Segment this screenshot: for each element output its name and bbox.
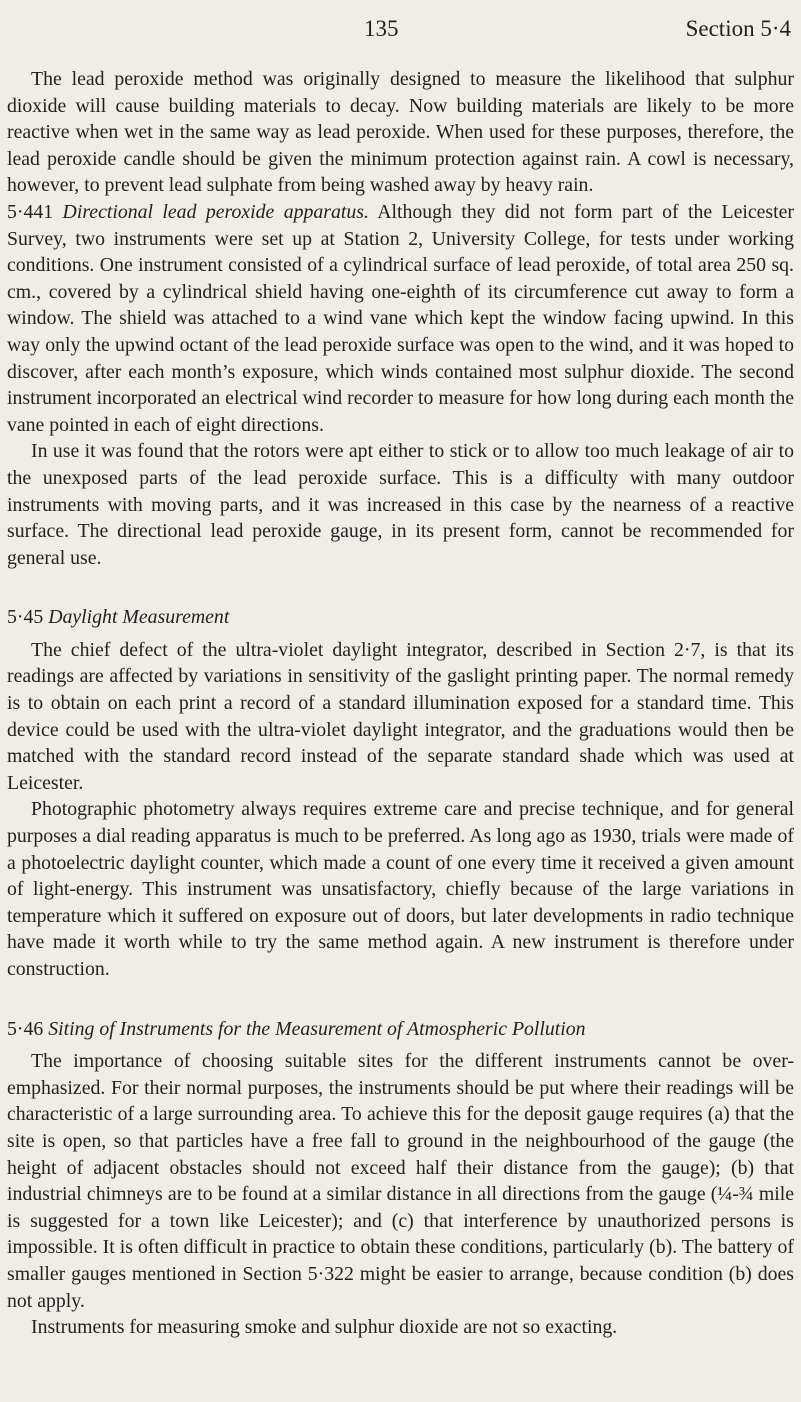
section-number: 5·45	[7, 606, 44, 629]
subsection-text: Although they did not form part of the Leicester Survey, two instruments were set up at Station 2, University College, for tests under working conditions. One instrument consisted of a cylindrical surface of lead peroxide, of total area 250 sq. cm., covered by a cylindrical shield having one-eighth of its circumference cut away to form a window. The shield was attached to a wind vane which kept the window facing upwind. In this way only the upwind octant of the lead peroxide surface was open to the wind, and it was hoped to discover, after each month’s exposure, which winds contained most sulphur dioxide. The second instrument incorporated an electrical wind recorder to measure for how long during each month the vane pointed in each of eight directions.	[7, 200, 794, 436]
paragraph-directional-apparatus	[7, 199, 794, 438]
page-body	[7, 66, 794, 1341]
paragraph-rotors: In use it was found that the rotors were apt either to stick or to allow too much leakage of air to the unexposed parts of the lead peroxide surface. This is a difficulty with many outdoor instruments with moving parts, and it was increased in this case by the nearness of a reactive surface. The directional lead peroxide gauge, in its present form, cannot be recommended for general use.	[7, 440, 794, 569]
paragraph-lead-peroxide-method: The lead peroxide method was originally designed to measure the likelihood that sulphur dioxide will cause building materials to decay. Now building materials are likely to be more reactive when wet in the same way as lead peroxide. When used for these purposes, therefore, the lead peroxide candle should be given the minimum protection against rain. A cowl is necessary, however, to prevent lead sulphate from being washed away by heavy rain.	[7, 68, 794, 197]
section-heading-siting	[7, 1016, 794, 1043]
section-title: Daylight Measurement	[48, 606, 230, 629]
subsection-number: 5·441	[7, 200, 54, 223]
page-header	[0, 16, 801, 48]
section-heading-daylight	[7, 604, 794, 631]
page-number: 135	[364, 16, 399, 41]
paragraph-photometry: Photographic photometry always requires extreme care and precise technique, and for general purposes a dial reading apparatus is much to be preferred. As long ago as 1930, trials were made of a photoelectric daylight counter, which made a count of one every time it received a given amount of light-energy. This instrument was unsatisfactory, chiefly because of the large variations in temperature which it suffered on exposure out of doors, but later developments in radio technique have made it worth while to try the same method again. A new instrument is therefore under construction.	[7, 798, 794, 980]
paragraph-siting-importance: The importance of choosing suitable sites for the different instruments cannot be over-emphasized. For their normal purposes, the instruments should be put where their readings will be characteristic of a large surrounding area. To achieve this for the deposit gauge requires (a) that the site is open, so that particles have a free fall to ground in the neighbourhood of the gauge (the height of adjacent obstacles should not exceed half their distance from the gauge); (b) that industrial chimneys are to be found at a similar distance in all directions from the gauge (¼-¾ mile is suggested for a town like Leicester); and (c) that interference by unauthorized persons is impossible. It is often difficult in practice to obtain these conditions, particularly (b). The battery of smaller gauges mentioned in Section 5·322 might be easier to arrange, because condition (b) does not apply.	[7, 1050, 794, 1312]
paragraph-smoke-instruments: Instruments for measuring smoke and sulphur dioxide are not so exacting.	[31, 1316, 618, 1339]
paragraph-daylight-defect: The chief defect of the ultra-violet daylight integrator, described in Section 2·7, is that its readings are affected by variations in sensitivity of the gaslight printing paper. The normal remedy is to obtain on each print a record of a standard illumination exposed for a standard time. This device could be used with the ultra-violet daylight integrator, and the graduations would then be matched with the standard record instead of the separate standard shade which was used at Leicester.	[7, 638, 794, 794]
section-label: Section 5·4	[685, 16, 791, 41]
section-number: 5·46	[7, 1017, 44, 1040]
subsection-title: Directional lead peroxide apparatus.	[62, 200, 369, 223]
section-title: Siting of Instruments for the Measurement of Atmospheric Pollution	[48, 1017, 586, 1040]
